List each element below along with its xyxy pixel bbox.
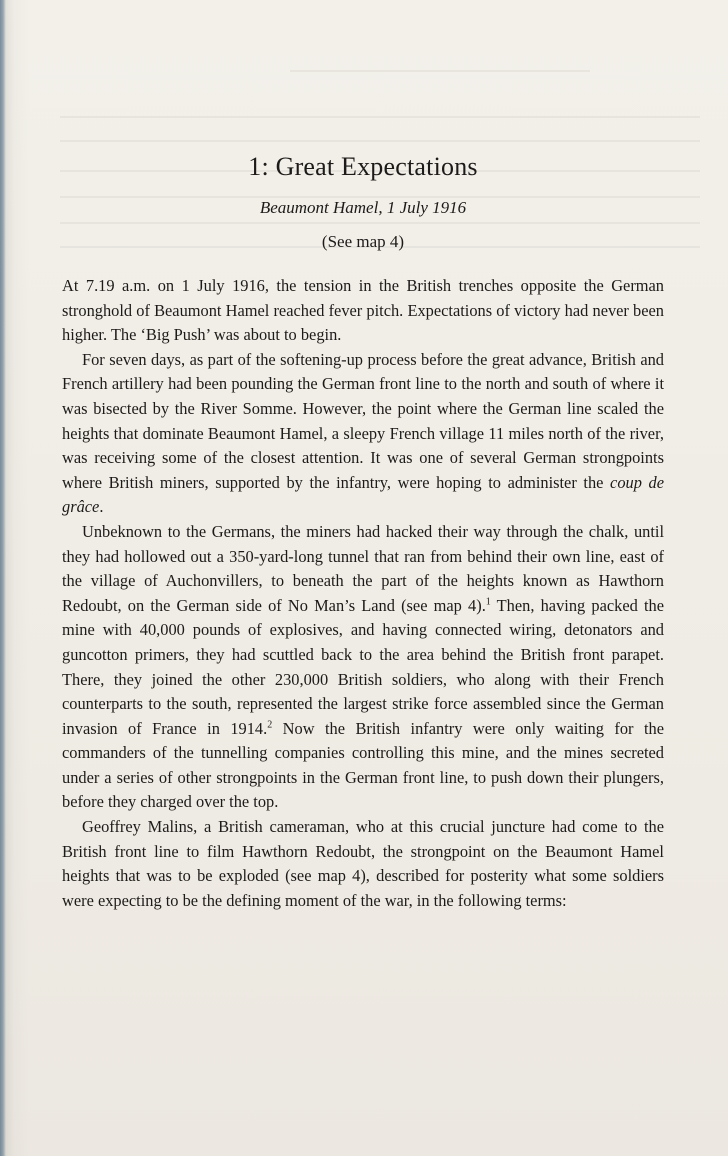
paragraph-text: At 7.19 a.m. on 1 July 1916, the tension in the British trenches opposite the German stronghold of Beaumont Hamel reached fever pitch. Expectations of victory had never been higher. The ‘Big Push’ was about to begin. [62,276,664,345]
paragraph-text: Unbeknown to the Germans, the miners had hacked their way through the chalk, until they had hollowed out a 350-yard-long tunnel that ran from behind their own line, east of the village of Auchonvillers, to beneath the part of the heights known as Hawthorn Redoubt, on the German side of No Man’s Land (see map 4). [62,521,664,615]
footnote-marker: 1 [485,596,491,608]
show-through-line [290,70,590,72]
paragraph-text: . [99,497,104,517]
chapter-title: 1: Great Expectations [248,152,478,181]
body-text [62,274,664,913]
paragraph [62,815,664,913]
paragraph-text: Geoffrey Malins, a British cameraman, who at this crucial juncture had come to the British front line to film Hawthorn Redoubt, the strongpoint on the Beaumont Hamel heights that was to be exploded (see map 4), described for posterity what some soldiers were expecting to be the defining moment of the war, in the following terms: [62,817,664,910]
chapter-subtitle: Beaumont Hamel, 1 July 1916 [259,198,467,217]
chapter-content [62,150,664,913]
paragraph [62,520,664,815]
map-reference: (See map 4) [321,232,405,251]
page-binding-edge [0,0,6,1156]
show-through-line [60,140,700,142]
footnote-marker: 2 [267,719,273,731]
paragraph-text: Then, having packed the mine with 40,000 pounds of explosives, and having connected wiring, detonators and guncotton primers, they had scuttled back to the area behind the British front parapet. There, they joined the other 230,000 British soldiers, who along with their French counterparts to the south, represented the largest strike force assembled since the German invasion of France in 1914. [62,595,664,738]
italic-phrase: coup de grâce [62,472,664,517]
show-through-line [60,116,700,118]
paragraph [62,274,664,348]
paragraph-text: For seven days, as part of the softening-up process before the great advance, British and French artillery had been pounding the German front line to the north and south of where it was bisected by the River Somme. However, the point where the German line scaled the heights that dominate Beaumont Hamel, a sleepy French village 11 miles north of the river, was receiving some of the closest attention. It was one of several German strongpoints where British miners, supported by the infantry, were hoping to administer the [62,349,664,492]
paragraph-text: Now the British infantry were only waiting for the commanders of the tunnelling companies controlling this mine, and the mines secreted under a series of other strongpoints in the German front line, to push down their plungers, before they charged over the top. [62,718,664,812]
paragraph [62,348,664,520]
